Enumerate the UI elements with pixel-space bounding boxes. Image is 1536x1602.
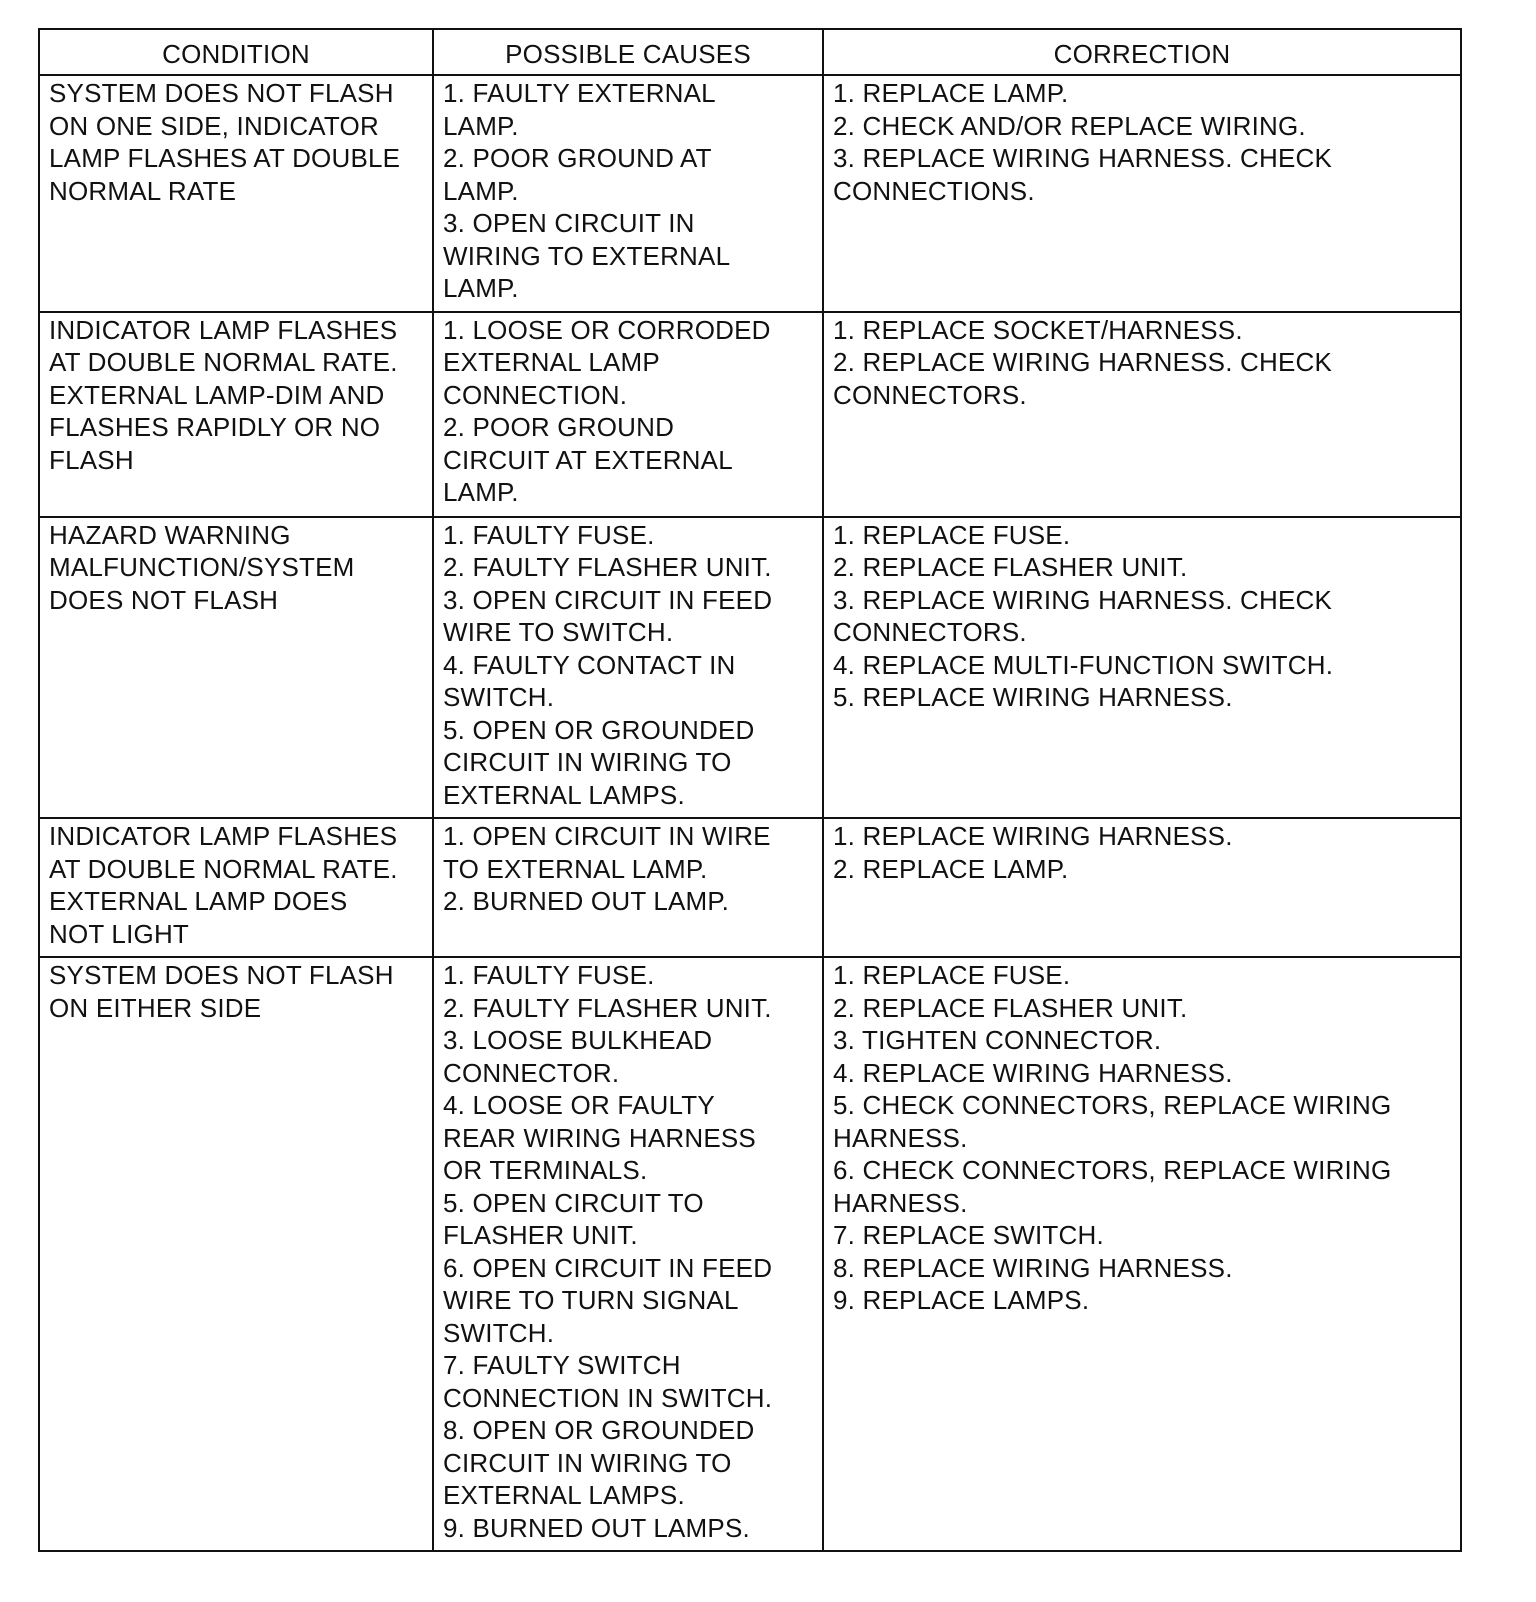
cell-text-line: 6. CHECK CONNECTORS, REPLACE WIRING <box>833 1155 1392 1185</box>
correction-cell <box>823 957 1461 1551</box>
table-row <box>39 957 1461 1551</box>
cell-text-line: 2. BURNED OUT LAMP. <box>443 886 730 916</box>
cell-text-line: 8. OPEN OR GROUNDED <box>443 1415 755 1445</box>
cell-text-line: CIRCUIT AT EXTERNAL <box>443 444 733 475</box>
cell-text-line: 6. OPEN CIRCUIT IN FEED <box>443 1252 773 1283</box>
cell-text-line: EXTERNAL LAMP <box>443 347 660 377</box>
cell-text-line: ON EITHER SIDE <box>49 992 262 1023</box>
cell-text-line: SWITCH. <box>443 1317 555 1348</box>
table-row <box>39 75 1461 312</box>
condition-cell <box>39 818 433 957</box>
cell-text-line: 5. OPEN OR GROUNDED <box>443 714 755 745</box>
cell-text-line: HARNESS. <box>833 1122 968 1153</box>
cell-text-line: HARNESS. <box>833 1187 968 1218</box>
cell-text-line: 2. REPLACE WIRING HARNESS. CHECK <box>833 347 1333 377</box>
cell-text-line: FLASH <box>49 444 134 475</box>
cell-text-line: 7. FAULTY SWITCH <box>443 1350 681 1380</box>
correction-cell <box>823 818 1461 957</box>
correction-cell <box>823 312 1461 517</box>
cell-text-line: INDICATOR LAMP FLASHES <box>49 314 398 345</box>
causes-cell <box>433 75 823 312</box>
cell-text-line: 5. OPEN CIRCUIT TO <box>443 1187 704 1218</box>
cell-text-line: FLASHER UNIT. <box>443 1220 638 1250</box>
correction-cell <box>823 75 1461 312</box>
cell-text-line: HAZARD WARNING <box>49 519 291 550</box>
causes-cell <box>433 312 823 517</box>
cell-text-line: 9. BURNED OUT LAMPS. <box>443 1512 750 1543</box>
cell-text-line: SWITCH. <box>443 682 555 712</box>
cell-text-line: 1. REPLACE FUSE. <box>833 960 1071 990</box>
cell-text-line: 1. REPLACE SOCKET/HARNESS. <box>833 314 1243 345</box>
cell-text-line: OR TERMINALS. <box>443 1155 648 1185</box>
cell-text-line: 1. REPLACE FUSE. <box>833 519 1071 550</box>
cell-text-line: CONNECTIONS. <box>833 175 1035 206</box>
cell-text-line: LAMP. <box>443 110 519 141</box>
causes-cell <box>433 818 823 957</box>
cell-text-line: 2. FAULTY FLASHER UNIT. <box>443 552 772 582</box>
cell-text-line: 1. REPLACE LAMP. <box>833 78 1069 108</box>
cell-text-line: 4. LOOSE OR FAULTY <box>443 1090 715 1120</box>
cell-text-line: 2. POOR GROUND AT <box>443 143 712 173</box>
table-row <box>39 818 1461 957</box>
cell-text-line: 3. TIGHTEN CONNECTOR. <box>833 1025 1162 1055</box>
cell-text-line: 3. REPLACE WIRING HARNESS. CHECK <box>833 584 1333 615</box>
cell-text-line: 4. FAULTY CONTACT IN <box>443 649 736 680</box>
cell-text-line: 1. FAULTY FUSE. <box>443 519 655 550</box>
cell-text-line: AT DOUBLE NORMAL RATE. <box>49 347 398 377</box>
cell-text-line: WIRE TO TURN SIGNAL <box>443 1285 739 1315</box>
cell-text-line: 3. OPEN CIRCUIT IN <box>443 208 695 238</box>
cell-text-line: CIRCUIT IN WIRING TO <box>443 747 732 777</box>
cell-text-line: SYSTEM DOES NOT FLASH <box>49 960 394 990</box>
cell-text-line: 2. POOR GROUND <box>443 412 675 442</box>
cell-text-line: EXTERNAL LAMPS. <box>443 1480 685 1510</box>
cell-text-line: 1. FAULTY EXTERNAL <box>443 78 716 108</box>
cell-text-line: REAR WIRING HARNESS <box>443 1122 756 1153</box>
cell-text-line: 1. OPEN CIRCUIT IN WIRE <box>443 821 771 851</box>
cell-text-line: 3. LOOSE BULKHEAD <box>443 1025 713 1055</box>
cell-text-line: 5. CHECK CONNECTORS, REPLACE WIRING <box>833 1090 1392 1120</box>
cell-text-line: EXTERNAL LAMP-DIM AND <box>49 379 385 410</box>
table-row <box>39 517 1461 819</box>
cell-text-line: 1. LOOSE OR CORRODED <box>443 314 771 345</box>
cell-text-line: CONNECTION. <box>443 379 628 410</box>
cell-text-line: FLASHES RAPIDLY OR NO <box>49 412 381 442</box>
header-possible-causes: POSSIBLE CAUSES <box>433 29 823 75</box>
header-correction: CORRECTION <box>823 29 1461 75</box>
cell-text-line: DOES NOT FLASH <box>49 584 279 615</box>
cell-text-line: CONNECTORS. <box>833 617 1027 647</box>
cell-text-line: 8. REPLACE WIRING HARNESS. <box>833 1252 1233 1283</box>
cell-text-line: 2. CHECK AND/OR REPLACE WIRING. <box>833 110 1306 141</box>
cell-text-line: 2. REPLACE LAMP. <box>833 853 1069 884</box>
table-row <box>39 312 1461 517</box>
cell-text-line: CIRCUIT IN WIRING TO <box>443 1447 732 1478</box>
cell-text-line: 9. REPLACE LAMPS. <box>833 1285 1090 1315</box>
cell-text-line: CONNECTORS. <box>833 379 1027 410</box>
condition-cell <box>39 957 433 1551</box>
cell-text-line: CONNECTION IN SWITCH. <box>443 1382 773 1413</box>
cell-text-line: MALFUNCTION/SYSTEM <box>49 552 355 582</box>
cell-text-line: 1. REPLACE WIRING HARNESS. <box>833 821 1233 851</box>
cell-text-line: LAMP. <box>443 477 519 507</box>
cell-text-line: 4. REPLACE WIRING HARNESS. <box>833 1057 1233 1088</box>
condition-cell <box>39 312 433 517</box>
cell-text-line: AT DOUBLE NORMAL RATE. <box>49 853 398 884</box>
diagnosis-table <box>38 28 1462 1552</box>
condition-cell <box>39 75 433 312</box>
cell-text-line: 3. REPLACE WIRING HARNESS. CHECK <box>833 143 1333 173</box>
cell-text-line: LAMP FLASHES AT DOUBLE <box>49 143 401 173</box>
cell-text-line: CONNECTOR. <box>443 1057 620 1088</box>
cell-text-line: EXTERNAL LAMPS. <box>443 779 685 810</box>
header-condition: CONDITION <box>39 29 433 75</box>
cell-text-line: LAMP. <box>443 273 519 303</box>
header-row <box>39 29 1461 75</box>
cell-text-line: TO EXTERNAL LAMP. <box>443 853 708 884</box>
cell-text-line: SYSTEM DOES NOT FLASH <box>49 78 394 108</box>
cell-text-line: EXTERNAL LAMP DOES <box>49 886 348 916</box>
cell-text-line: 1. FAULTY FUSE. <box>443 960 655 990</box>
cell-text-line: NOT LIGHT <box>49 918 190 949</box>
cell-text-line: 4. REPLACE MULTI-FUNCTION SWITCH. <box>833 649 1334 680</box>
cell-text-line: INDICATOR LAMP FLASHES <box>49 821 398 851</box>
cell-text-line: WIRING TO EXTERNAL <box>443 240 731 271</box>
cell-text-line: NORMAL RATE <box>49 175 237 206</box>
cell-text-line: 2. REPLACE FLASHER UNIT. <box>833 992 1188 1023</box>
causes-cell <box>433 517 823 819</box>
cell-text-line: LAMP. <box>443 175 519 206</box>
condition-cell <box>39 517 433 819</box>
causes-cell <box>433 957 823 1551</box>
cell-text-line: WIRE TO SWITCH. <box>443 617 674 647</box>
cell-text-line: ON ONE SIDE, INDICATOR <box>49 110 379 141</box>
cell-text-line: 3. OPEN CIRCUIT IN FEED <box>443 584 773 615</box>
cell-text-line: 7. REPLACE SWITCH. <box>833 1220 1104 1250</box>
cell-text-line: 2. REPLACE FLASHER UNIT. <box>833 552 1188 582</box>
cell-text-line: 2. FAULTY FLASHER UNIT. <box>443 992 772 1023</box>
correction-cell <box>823 517 1461 819</box>
cell-text-line: 5. REPLACE WIRING HARNESS. <box>833 682 1233 712</box>
